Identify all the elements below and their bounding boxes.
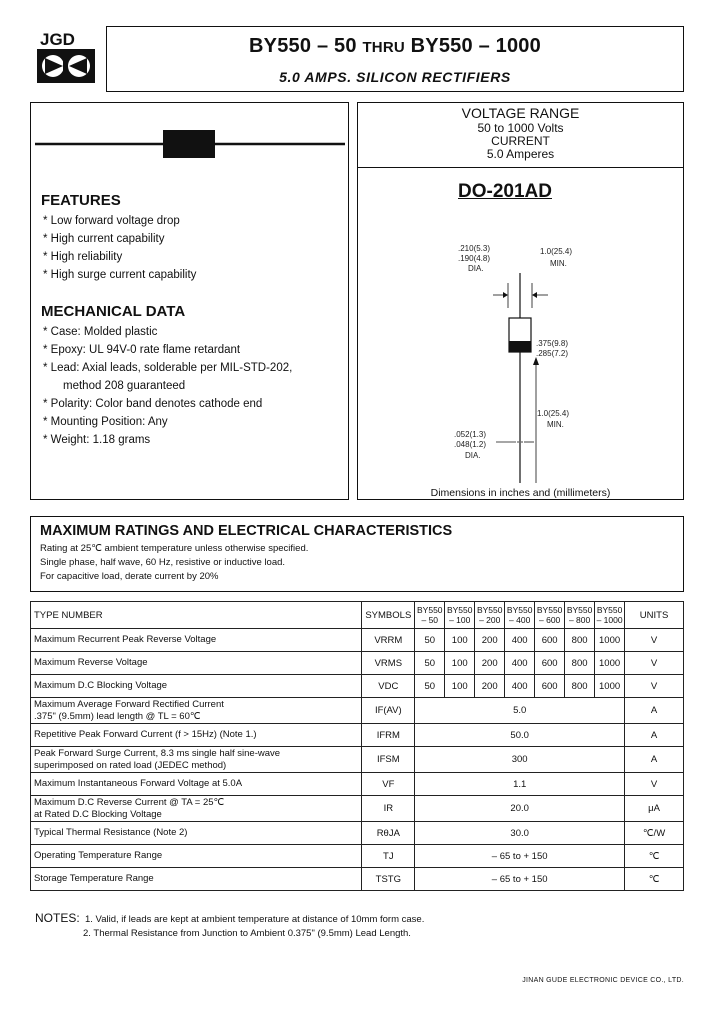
features-panel [30,102,349,500]
value-cell: 800 [565,629,595,652]
notes [35,911,425,939]
value-cell: 20.0 [415,796,625,822]
voltage-range-title: VOLTAGE RANGE [461,105,580,121]
symbol-cell: IFRM [362,724,415,747]
list-item: * Low forward voltage drop [43,212,196,230]
col-part-number: BY550 – 100 [445,602,475,629]
list-item: * High surge current capability [43,266,196,284]
parameter-cell: Peak Forward Surge Current, 8.3 ms single half sine-wave superimposed on rated load (JEDEC method) [31,747,362,773]
current-value: 5.0 Amperes [486,147,555,161]
table-row [31,629,684,652]
value-cell: 100 [445,675,475,698]
diode-illustration [35,125,345,164]
value-cell: 200 [475,629,505,652]
features-title: FEATURES [41,192,121,209]
value-cell: 300 [415,747,625,773]
list-item: method 208 guaranteed [63,380,186,392]
parameter-cell: Maximum D.C Blocking Voltage [31,675,362,698]
unit-cell: A [625,724,684,747]
table-header-row [31,602,684,629]
list-item: * High reliability [43,248,196,266]
list-item: * Polarity: Color band denotes cathode end [43,395,292,413]
ratings-title: MAXIMUM RATINGS AND ELECTRICAL CHARACTERISTICS [40,523,453,539]
dim-lead-length-b: 1.0(25.4) [537,409,570,418]
value-cell: 50 [415,629,445,652]
table-row [31,747,684,773]
value-cell: 100 [445,652,475,675]
dim-wire-dia-2: .048(1.2) [454,440,487,449]
symbol-cell: TJ [362,845,415,868]
value-cell: 400 [505,652,535,675]
symbol-cell: IF(AV) [362,698,415,724]
current-title: CURRENT [491,134,550,148]
list-item: * High current capability [43,230,196,248]
logo-text: JGD [40,30,75,49]
parameter-cell: Typical Thermal Resistance (Note 2) [31,822,362,845]
dim-body-length: .375(9.8) [536,339,569,348]
symbol-cell: IFSM [362,747,415,773]
parameter-cell: Maximum Recurrent Peak Reverse Voltage [31,629,362,652]
value-cell: 200 [475,652,505,675]
value-cell: – 65 to + 150 [415,868,625,891]
unit-cell: ℃ [625,868,684,891]
ratings-note-2: Single phase, half wave, 60 Hz, resistive or inductive load. [40,557,286,568]
list-item: * Mounting Position: Any [43,413,292,431]
unit-cell: V [625,675,684,698]
note-1: 1. Valid, if leads are kept at ambient temperature at distance of 10mm form case. [85,914,425,925]
ratings-note-3: For capacitive load, derate current by 20% [40,571,219,582]
symbol-cell: TSTG [362,868,415,891]
features-list [43,212,196,284]
col-type-number: TYPE NUMBER [31,602,362,629]
col-part-number: BY550 – 400 [505,602,535,629]
value-cell: 50.0 [415,724,625,747]
parameter-cell: Storage Temperature Range [31,868,362,891]
symbol-cell: VF [362,773,415,796]
package-name: DO-201AD [458,181,552,202]
value-cell: 50 [415,675,445,698]
unit-cell: A [625,747,684,773]
page-title: BY550 – 50 THRU BY550 – 1000 [249,35,541,57]
table-row [31,845,684,868]
table-row [31,698,684,724]
logo-mark [36,48,96,84]
value-cell: 400 [505,629,535,652]
dim-lead-length-b-min: MIN. [547,420,564,429]
table-row [31,724,684,747]
parameter-cell: Maximum D.C Reverse Current @ TA = 25℃ at Rated D.C Blocking Voltage [31,796,362,822]
value-cell: 30.0 [415,822,625,845]
dimensions-caption: Dimensions in inches and (millimeters) [430,487,611,499]
value-cell: 600 [535,652,565,675]
parameter-cell: Maximum Instantaneous Forward Voltage at 5.0A [31,773,362,796]
page-subtitle: 5.0 AMPS. SILICON RECTIFIERS [279,69,511,85]
ratings-note-1: Rating at 25℃ ambient temperature unless otherwise specified. [40,543,309,554]
package-drawing [358,103,683,499]
ratings-table [30,601,684,891]
symbol-cell: VRRM [362,629,415,652]
unit-cell: ℃ [625,845,684,868]
dim-body-length-2: .285(7.2) [536,349,569,358]
value-cell: 50 [415,652,445,675]
value-cell: 1000 [595,629,625,652]
col-part-number: BY550 – 800 [565,602,595,629]
col-part-number: BY550 – 1000 [595,602,625,629]
value-cell: 1000 [595,675,625,698]
table-row [31,868,684,891]
table-row [31,796,684,822]
dim-lead-dia-2: .190(4.8) [458,254,491,263]
unit-cell: V [625,629,684,652]
table-row [31,675,684,698]
parameter-cell: Maximum Reverse Voltage [31,652,362,675]
list-item: * Case: Molded plastic [43,323,292,341]
symbol-cell: VDC [362,675,415,698]
list-item: * Weight: 1.18 grams [43,431,292,449]
list-item: * Epoxy: UL 94V-0 rate flame retardant [43,341,292,359]
parameter-cell: Repetitive Peak Forward Current (f > 15Hz) (Note 1.) [31,724,362,747]
table-row [31,822,684,845]
col-symbols: SYMBOLS [362,602,415,629]
unit-cell: μA [625,796,684,822]
table-row [31,652,684,675]
value-cell: 1.1 [415,773,625,796]
col-part-number: BY550 – 200 [475,602,505,629]
ratings-box [30,516,684,592]
mechanical-title: MECHANICAL DATA [41,303,186,320]
parameter-cell: Operating Temperature Range [31,845,362,868]
value-cell: – 65 to + 150 [415,845,625,868]
col-units: UNITS [625,602,684,629]
mechanical-list [43,323,292,449]
symbol-cell: IR [362,796,415,822]
note-2: 2. Thermal Resistance from Junction to Ambient 0.375" (9.5mm) Lead Length. [83,928,411,939]
voltage-range-value: 50 to 1000 Volts [477,121,564,135]
value-cell: 1000 [595,652,625,675]
dim-lead-length: 1.0(25.4) [540,247,573,256]
unit-cell: A [625,698,684,724]
dim-wire-dia-unit: DIA. [465,451,481,460]
value-cell: 800 [565,652,595,675]
unit-cell: ℃/W [625,822,684,845]
dim-lead-length-min: MIN. [550,259,567,268]
symbol-cell: VRMS [362,652,415,675]
header-box [106,26,684,92]
symbol-cell: RθJA [362,822,415,845]
dim-wire-dia: .052(1.3) [454,430,487,439]
table-row [31,773,684,796]
value-cell: 5.0 [415,698,625,724]
dim-lead-dia: .210(5.3) [458,244,491,253]
package-panel [357,102,684,500]
col-part-number: BY550 – 50 [415,602,445,629]
parameter-cell: Maximum Average Forward Rectified Current .375" (9.5mm) lead length @ TL = 60℃ [31,698,362,724]
notes-label: NOTES: [35,911,80,925]
value-cell: 600 [535,629,565,652]
dim-lead-dia-unit: DIA. [468,264,484,273]
value-cell: 600 [535,675,565,698]
unit-cell: V [625,773,684,796]
col-part-number: BY550 – 600 [535,602,565,629]
value-cell: 400 [505,675,535,698]
company-footer: JINAN GUDE ELECTRONIC DEVICE CO., LTD. [522,977,684,984]
value-cell: 800 [565,675,595,698]
value-cell: 200 [475,675,505,698]
unit-cell: V [625,652,684,675]
value-cell: 100 [445,629,475,652]
list-item: * Lead: Axial leads, solderable per MIL-STD-202, [43,359,292,377]
